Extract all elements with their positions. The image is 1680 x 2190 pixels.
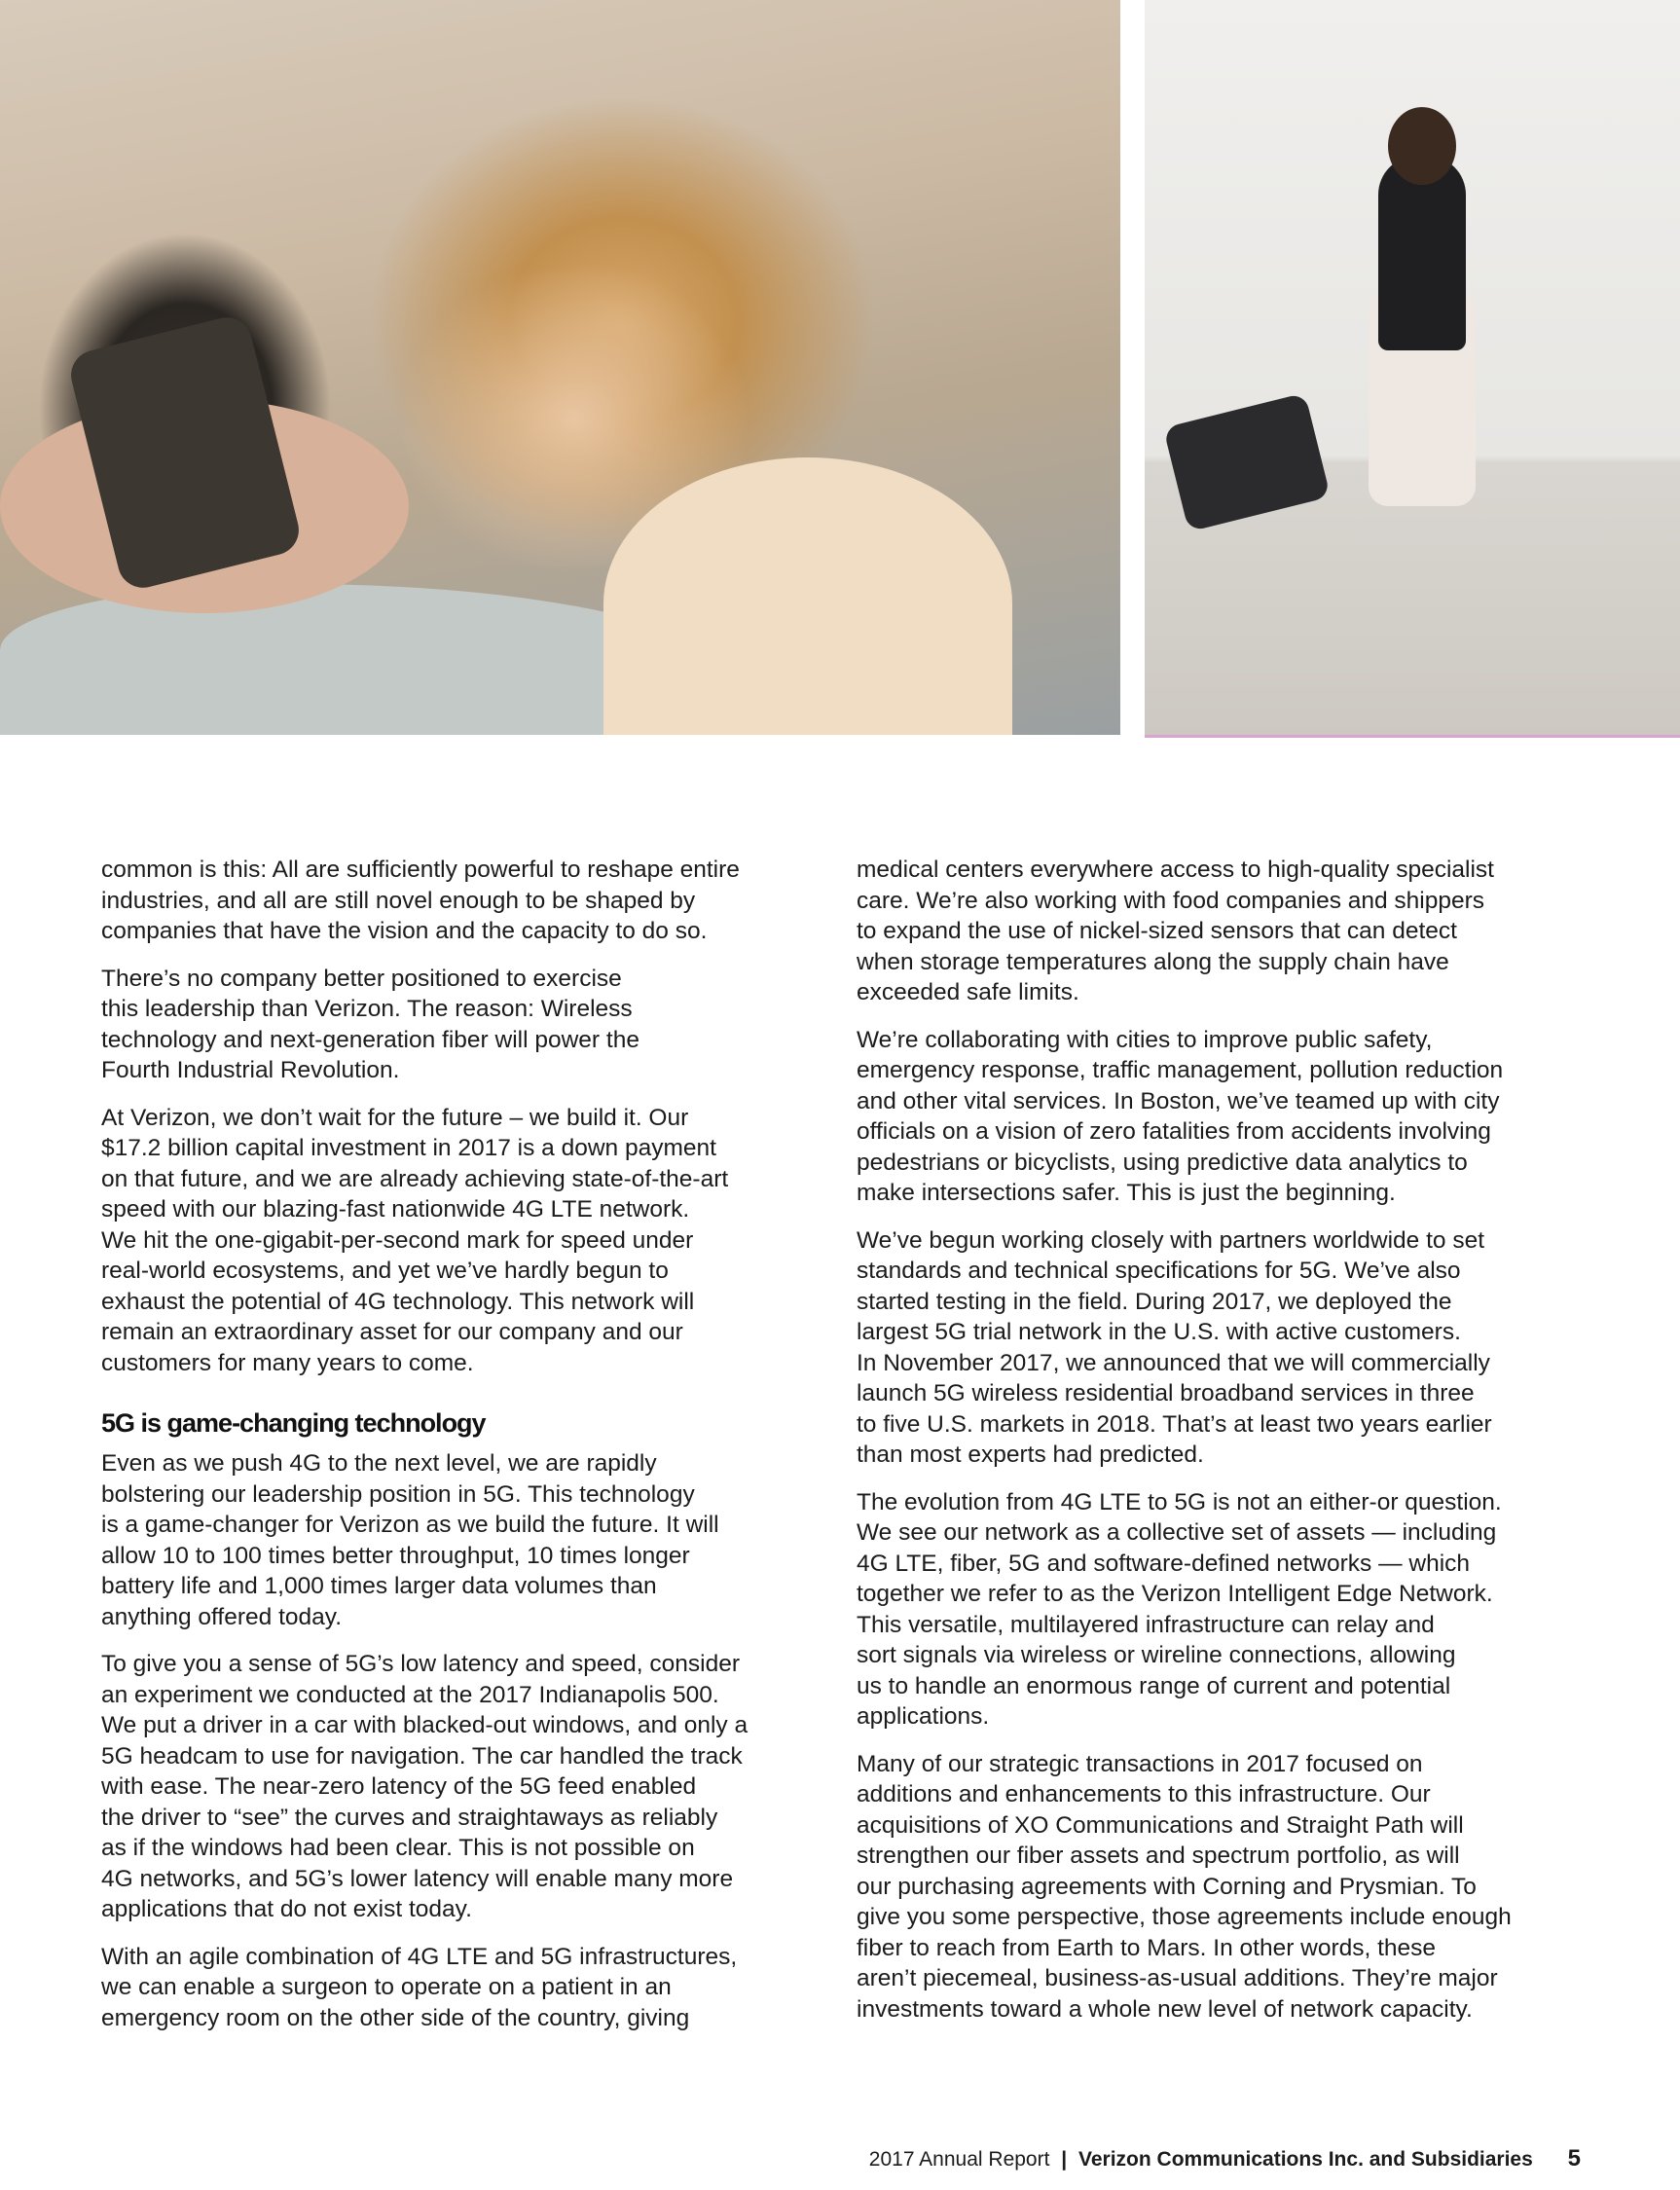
paragraph: common is this: All are sufficiently powerful to reshape entire industries, and all are still novel enough to be shaped by companies that have the vision and the capacity to do so.	[101, 857, 740, 944]
page-footer	[869, 2146, 1581, 2172]
paragraph: medical centers everywhere access to high-quality specialist care. We’re also working with food companies and shippers to expand the use of nickel-sized sensors that can detect when storage temperatures along the supply chain have exceeded safe limits.	[857, 857, 1494, 1005]
paragraph: The evolution from 4G LTE to 5G is not an either-or question. We see our network as a collective set of assets — including 4G LTE, fiber, 5G and software-defined networks — which together we refer to as the Verizon Intelligent Edge Network. This versatile, multilayered infrastructure can relay and sort signals via wireless or wireline connections, allowing us to handle an enormous range of current and potential applications.	[857, 1488, 1502, 1730]
paragraph: There’s no company better positioned to exercise this leadership than Verizon. The reason: Wireless technology and next-generation fiber will power the Fourth Industrial Revolution.	[101, 965, 639, 1083]
paragraph: Even as we push 4G to the next level, we are rapidly bolstering our leadership position in 5G. This technology is a game-changer for Verizon as we build the future. It will allow 10 to 100 times better throughput, 10 times longer battery life and 1,000 times larger data volumes than anything offered today.	[101, 1450, 719, 1630]
paragraph: We’re collaborating with cities to improve public safety, emergency response, traffic management, pollution reduction and other vital services. In Boston, we’ve teamed up with city officials on a vision of zero fatalities from accidents involving pedestrians or bicyclists, using predictive data analytics to make intersections safer. This is just the beginning.	[857, 1026, 1504, 1206]
photo-suitcase-shape	[1163, 392, 1331, 531]
paragraph: At Verizon, we don’t wait for the future – we build it. Our $17.2 billion capital investment in 2017 is a down payment on that future, and we are already achieving state-of-the-art speed with our blazing-fast nationwide 4G LTE network. We hit the one-gigabit-per-second mark for speed under real-world ecosystems, and yet we’ve hardly begun to exhaust the potential of 4G technology. This network will remain an extraordinary asset for our company and our customers for many years to come.	[101, 1104, 729, 1376]
footer-company-name: Verizon Communications Inc. and Subsidiaries	[1078, 2148, 1533, 2171]
photo-woman-body-shape	[1378, 156, 1466, 350]
right-text-column	[857, 855, 1574, 2041]
left-text-column	[101, 855, 819, 2050]
photo-woman-with-suitcase	[1145, 0, 1680, 738]
photo-shirt-shape	[603, 457, 1012, 735]
photo-child-with-phone	[0, 0, 1120, 735]
page-number: 5	[1567, 2145, 1581, 2172]
paragraph: Many of our strategic transactions in 2017 focused on additions and enhancements to this infrastructure. Our acquisitions of XO Communications and Straight Path will strengthen our fiber assets and spectrum portfolio, as will our purchasing agreements with Corning and Prysmian. To give you some perspective, those agreements include enough fiber to reach from Earth to Mars. In other words, these aren’t piecemeal, business-as-usual additions. They’re major investments toward a whole new level of network capacity.	[857, 1750, 1512, 2023]
section-heading: 5G is game-changing technology	[101, 1408, 486, 1438]
paragraph: We’ve begun working closely with partners worldwide to set standards and technical specifications for 5G. We’ve also started testing in the field. During 2017, we deployed the largest 5G trial network in the U.S. with active customers. In November 2017, we announced that we will commercially launch 5G wireless residential broadband services in three to five U.S. markets in 2018. That’s at least two years earlier than most experts had predicted.	[857, 1226, 1492, 1468]
paragraph: With an agile combination of 4G LTE and 5G infrastructures, we can enable a surgeon to operate on a patient in an emergency room on the other side of the country, giving	[101, 1943, 738, 2031]
photo-woman-head-shape	[1388, 107, 1456, 185]
paragraph: To give you a sense of 5G’s low latency and speed, consider an experiment we conducted at the 2017 Indianapolis 500. We put a driver in a car with blacked-out windows, and only a 5G headcam to use for navigation. The car handled the track with ease. The near-zero latency of the 5G feed enabled the driver to “see” the curves and straightaways as reliably as if the windows had been clear. This is not possible on 4G networks, and 5G’s lower latency will enable many more applications that do not exist today.	[101, 1651, 749, 1922]
footer-report-title: 2017 Annual Report	[868, 2148, 1050, 2171]
footer-separator: |	[1061, 2148, 1068, 2171]
